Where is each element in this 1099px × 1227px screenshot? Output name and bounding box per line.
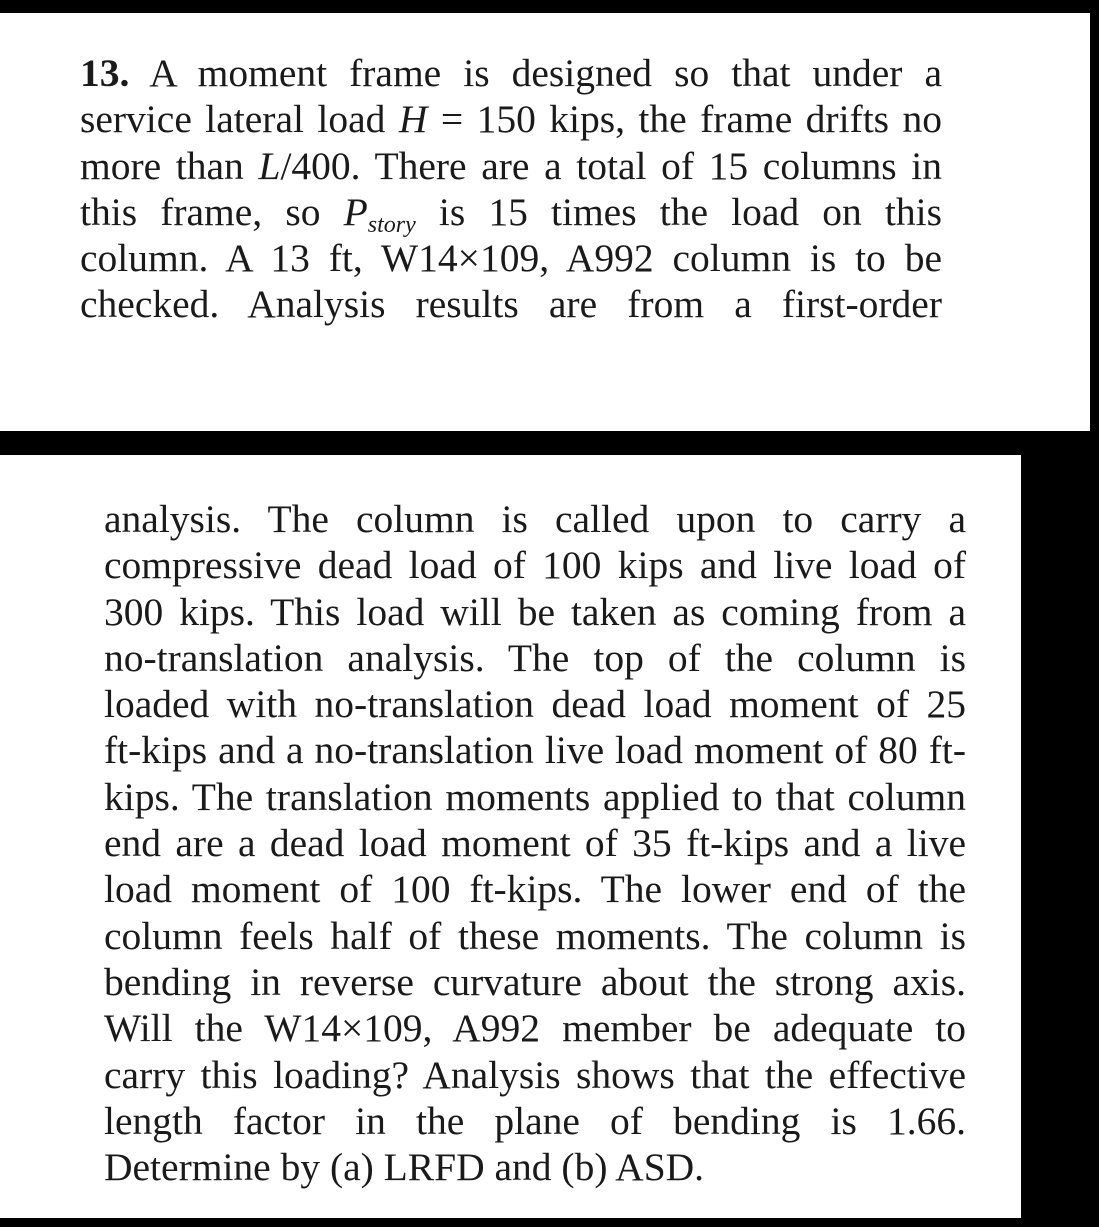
text-line: Will the W14×109, A992 member be adequate to	[104, 1006, 966, 1051]
text-line-3: more than L/400. There are a total of 15 columns in	[80, 143, 943, 188]
subscript-story: story	[367, 211, 416, 238]
text-line: analysis. The column is called upon to carry a	[104, 497, 966, 541]
problem-text-part1	[80, 50, 942, 328]
variable-l: L	[258, 143, 281, 188]
text-line-5: column. A 13 ft, W14×109, A992 column is to be	[80, 236, 942, 281]
text-line: ft-kips and a no-translation live load moment of 80 ft-	[104, 728, 966, 773]
text-line-1: 13. A moment frame is designed so that under a	[80, 51, 942, 95]
text-line: no-translation analysis. The top of the column is	[104, 635, 966, 680]
text-line: loaded with no-translation dead load moment of 25	[104, 682, 966, 727]
text-line: column feels half of these moments. The column is	[104, 913, 966, 958]
text-line-4: this frame, so $P_{story}$ is 15 times the load on this	[80, 189, 942, 238]
problem-text-part2	[104, 496, 966, 1190]
text-line: Determine by (a) LRFD and (b) ASD.	[104, 1145, 705, 1190]
text-line-6: checked. Analysis results are from a first-order	[80, 282, 942, 327]
variable-h: H	[398, 97, 428, 142]
problem-panel-bottom	[0, 455, 1021, 1218]
text-line: carry this loading? Analysis shows that the effective	[104, 1052, 966, 1097]
problem-number: 13.	[80, 51, 130, 95]
problem-panel-top	[0, 13, 1090, 431]
variable-p: P	[343, 189, 368, 234]
text-line: bending in reverse curvature about the strong axis.	[104, 959, 966, 1004]
text-line: end are a dead load moment of 35 ft-kips and a live	[104, 821, 966, 866]
text-line: kips. The translation moments applied to that column	[104, 774, 966, 819]
text-line: compressive dead load of 100 kips and live load of	[104, 543, 966, 588]
text-line: load moment of 100 ft-kips. The lower end of the	[104, 867, 966, 912]
text-line-2: service lateral load H = 150 kips, the frame drifts no	[80, 97, 943, 142]
text-line: 300 kips. This load will be taken as coming from a	[104, 589, 966, 634]
text-line: length factor in the plane of bending is 1.66.	[104, 1098, 966, 1143]
